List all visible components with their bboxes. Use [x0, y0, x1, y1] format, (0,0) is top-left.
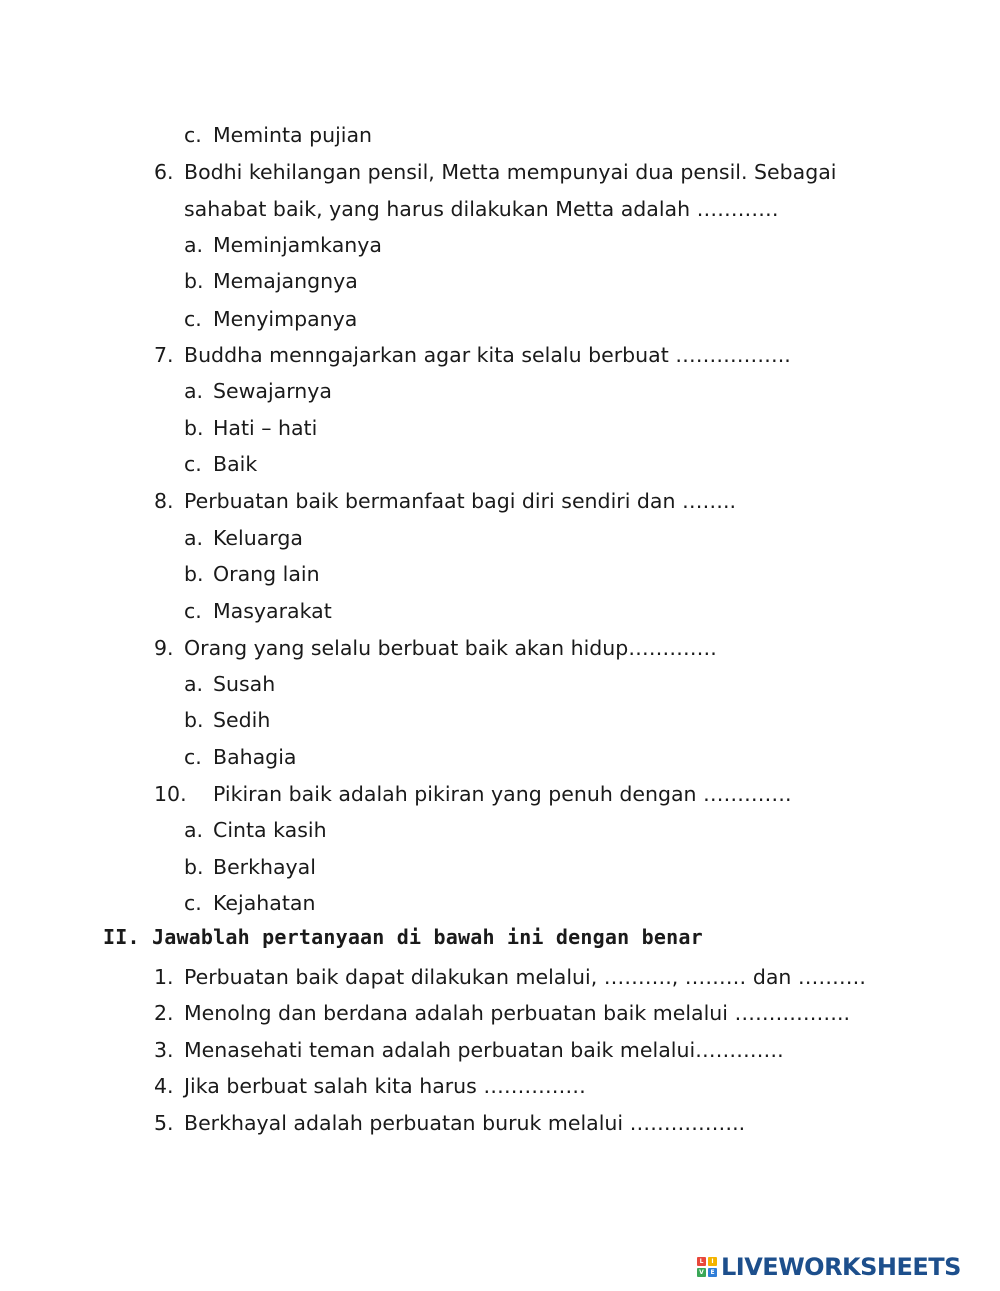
essay-text: Jika berbuat salah kita harus ……………: [184, 1074, 586, 1098]
logo-blocks-icon: [697, 1257, 717, 1277]
question-number: 6.: [154, 160, 174, 184]
essay-text: Menolng dan berdana adalah perbuatan baik melalui ……………..: [184, 1001, 851, 1025]
section-2-title: II. Jawablah pertanyaan di bawah ini dengan benar: [103, 925, 703, 949]
essay-number: 3.: [154, 1038, 174, 1062]
question-text: Pikiran baik adalah pikiran yang penuh dengan ………….: [213, 782, 792, 806]
option-text: Sewajarnya: [213, 379, 332, 403]
option-text: Meminta pujian: [213, 123, 373, 147]
option-text: Berkhayal: [213, 855, 316, 879]
logo-block: E: [708, 1268, 717, 1277]
option-label: b.: [184, 562, 204, 586]
essay-text: Perbuatan baik dapat dilakukan melalui, ………., ……… dan ……….: [184, 965, 866, 989]
option-text: Hati – hati: [213, 416, 318, 440]
option-text: Masyarakat: [213, 599, 332, 623]
option-label: b.: [184, 708, 204, 732]
option-label: c.: [184, 891, 202, 915]
option-label: c.: [184, 123, 202, 147]
option-label: b.: [184, 416, 204, 440]
option-label: c.: [184, 452, 202, 476]
question-number: 8.: [154, 489, 174, 513]
essay-number: 4.: [154, 1074, 174, 1098]
option-text: Cinta kasih: [213, 818, 327, 842]
option-label: a.: [184, 233, 204, 257]
question-text: Orang yang selalu berbuat baik akan hidup………….: [184, 636, 717, 660]
option-label: a.: [184, 818, 204, 842]
option-label: c.: [184, 599, 202, 623]
logo-block: L: [697, 1257, 706, 1266]
question-text-continuation: sahabat baik, yang harus dilakukan Metta adalah …………: [184, 197, 779, 221]
option-text: Kejahatan: [213, 891, 316, 915]
question-text: Bodhi kehilangan pensil, Metta mempunyai dua pensil. Sebagai: [184, 160, 837, 184]
option-text: Susah: [213, 672, 276, 696]
question-text: Buddha menngajarkan agar kita selalu berbuat ……………..: [184, 343, 791, 367]
option-label: c.: [184, 745, 202, 769]
option-label: a.: [184, 526, 204, 550]
liveworksheets-logo[interactable]: [697, 1253, 961, 1281]
option-text: Memajangnya: [213, 269, 358, 293]
essay-number: 5.: [154, 1111, 174, 1135]
question-number: 7.: [154, 343, 174, 367]
option-label: a.: [184, 672, 204, 696]
option-text: Menyimpanya: [213, 307, 358, 331]
option-text: Orang lain: [213, 562, 320, 586]
option-text: Meminjamkanya: [213, 233, 382, 257]
option-label: b.: [184, 269, 204, 293]
essay-number: 1.: [154, 965, 174, 989]
logo-block: I: [708, 1257, 717, 1266]
option-text: Sedih: [213, 708, 271, 732]
logo-block: V: [697, 1268, 706, 1277]
essay-text: Menasehati teman adalah perbuatan baik melalui………….: [184, 1038, 784, 1062]
essay-text: Berkhayal adalah perbuatan buruk melalui ……………..: [184, 1111, 746, 1135]
logo-text: LIVEWORKSHEETS: [721, 1253, 961, 1281]
option-label: c.: [184, 307, 202, 331]
option-text: Baik: [213, 452, 258, 476]
option-label: a.: [184, 379, 204, 403]
option-label: b.: [184, 855, 204, 879]
option-text: Keluarga: [213, 526, 303, 550]
option-text: Bahagia: [213, 745, 297, 769]
essay-number: 2.: [154, 1001, 174, 1025]
question-number: 9.: [154, 636, 174, 660]
question-text: Perbuatan baik bermanfaat bagi diri sendiri dan ……..: [184, 489, 737, 513]
question-number: 10.: [154, 782, 187, 806]
